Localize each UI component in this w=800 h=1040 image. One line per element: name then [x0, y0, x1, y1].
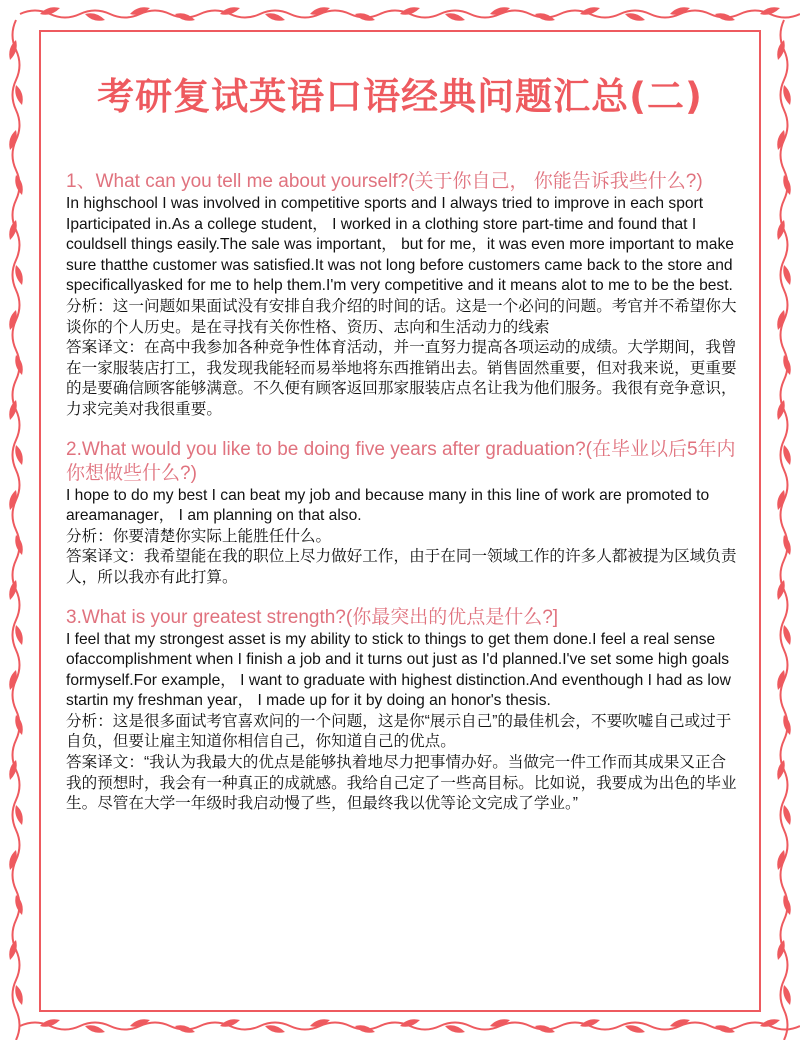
- document-body: [66, 170, 738, 832]
- leaf-icon: [265, 1025, 285, 1033]
- leaf-icon: [783, 625, 791, 645]
- leaf-icon: [265, 13, 285, 21]
- translation-text: 答案译文：在高中我参加各种竞争性体育活动，并一直努力提高各项运动的成绩。大学期间，我曾在一家服装店打工，我发现我能轻而易举地将东西推销出去。销售固然重要，但对我来说，更重要的是要确信顾客能够满意。不久便有顾客返回那家服装店点名让我为他们服务。我很有竞争意识，力求完美对我很重要。: [66, 339, 737, 418]
- translation-text: 答案译文：“我认为我最大的优点是能够执着地尽力把事情办好。当做完一件工作而其成果又正合我的预想时，我会有一种真正的成就感。我给自己定了一些高目标。比如说，我要成为出色的毕业生。尽管在大学一年级时我启动慢了些，但最终我以优等论文完成了学业。”: [66, 754, 737, 813]
- leaf-icon: [445, 1025, 465, 1033]
- vine-stem: [13, 20, 20, 1040]
- analysis-text: 分析：这一问题如果面试没有安排自我介绍的时间的话。这是一个必问的问题。考官并不希望你大谈你的个人历史。是在寻找有关你性格、资历、志向和生活动力的线索: [66, 297, 737, 336]
- question-heading: 2.What would you like to be doing five years after graduation?(在毕业以后5年内你想做些什么?): [66, 438, 736, 484]
- leaf-icon: [783, 265, 791, 285]
- translation-text: 答案译文：我希望能在我的职位上尽力做好工作，由于在同一领域工作的许多人都被提为区域负责人，所以我亦有此打算。: [66, 548, 737, 586]
- leaf-icon: [625, 1025, 645, 1033]
- leaf-icon: [15, 85, 23, 105]
- question-section-1: [66, 170, 738, 421]
- question-heading: 1、What can you tell me about yourself?(关于你自己， 你能告诉我些什么?): [66, 171, 703, 192]
- leaf-icon: [783, 805, 791, 825]
- leaf-icon: [15, 445, 23, 465]
- leaf-icon: [15, 625, 23, 645]
- analysis-text: 分析：这是很多面试考官喜欢问的一个问题，这是你“展示自己”的最佳机会，不要吹嘘自己或过于自负，但要让雇主知道你相信自己，你知道自己的优点。: [66, 712, 732, 751]
- answer-text: I hope to do my best I can beat my job and because many in this line of work are promoted to areamanager， I am planning on that also.: [66, 486, 710, 525]
- leaf-icon: [15, 805, 23, 825]
- leaf-icon: [625, 13, 645, 21]
- leaf-icon: [15, 265, 23, 285]
- leaf-icon: [85, 13, 105, 21]
- question-section-3: [66, 606, 738, 815]
- question-heading: 3.What is your greatest strength?(你最突出的优点是什么?]: [66, 606, 559, 628]
- leaf-icon: [15, 985, 23, 1005]
- answer-text: I feel that my strongest asset is my ability to stick to things to get them done.I feel a real sense ofaccomplishment when I finish a job and it turns out just as I'd planned.I've set some high goals formyself.For example， I want to graduate with highest distinction.And eventhough I had as low startin my freshman year， I made up for it by doing an honor's thesis.: [66, 630, 731, 710]
- page-title: 考研复试英语口语经典问题汇总(二): [97, 75, 703, 118]
- analysis-text: 分析：你要清楚你实际上能胜任什么。: [66, 527, 332, 545]
- vine-stem: [781, 20, 788, 1040]
- question-section-2: [66, 438, 738, 589]
- leaf-icon: [85, 1025, 105, 1033]
- answer-text: In highschool I was involved in competitive sports and I always tried to improve in each sport Iparticipated in.As a college student， I worked in a clothing store part-time and found that I couldsell things easily.The sale was important， but for me，it was even more important to make sure thatthe customer was satisfied.It was not long before customers came back to the store and specificallyasked for me to help them.I'm very competitive and it means alot to me to be the best.: [66, 195, 734, 295]
- leaf-icon: [783, 85, 791, 105]
- leaf-icon: [445, 13, 465, 21]
- leaf-icon: [783, 445, 791, 465]
- leaf-icon: [783, 985, 791, 1005]
